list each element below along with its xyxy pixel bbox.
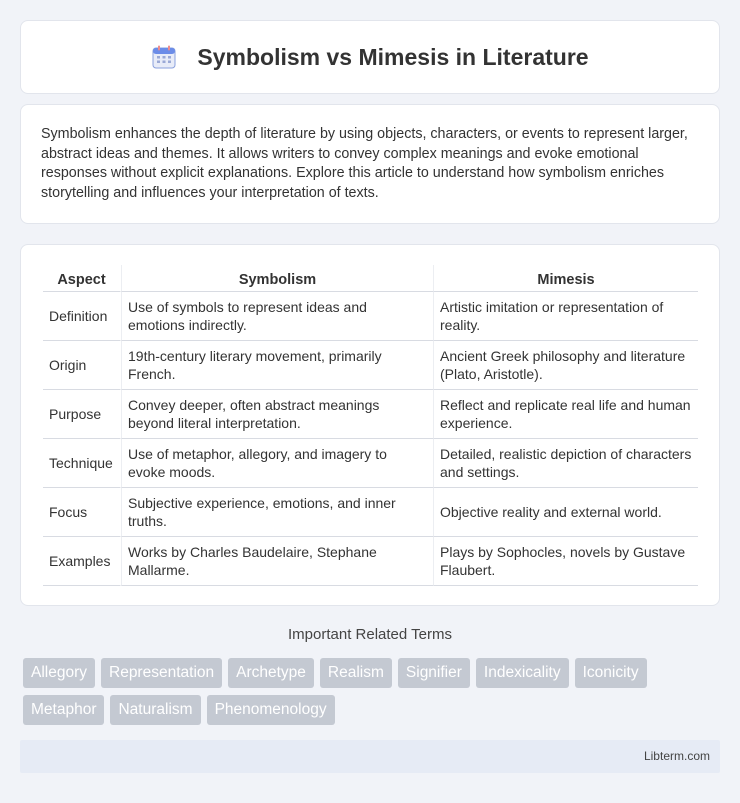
tag-naturalism[interactable]: Naturalism	[110, 695, 200, 725]
table-row	[43, 439, 698, 488]
related-terms-title: Important Related Terms	[288, 626, 452, 643]
tag-iconicity[interactable]: Iconicity	[575, 658, 647, 688]
cell-aspect: Definition	[43, 292, 121, 341]
table-row	[43, 292, 698, 341]
table-row	[43, 537, 698, 586]
header-card	[20, 20, 720, 94]
tag-realism[interactable]: Realism	[320, 658, 392, 688]
cell-aspect: Origin	[43, 341, 121, 390]
cell-mimesis: Reflect and replicate real life and human experience.	[433, 390, 698, 439]
table-row	[43, 488, 698, 537]
cell-symbolism: 19th-century literary movement, primarily French.	[121, 341, 433, 390]
cell-aspect: Purpose	[43, 390, 121, 439]
cell-aspect: Examples	[43, 537, 121, 586]
intro-text: Symbolism enhances the depth of literature by using objects, characters, or events to represent larger, abstract ideas and themes. It allows writers to convey complex meanings and evoke emotional responses without explicit explanations. Explore this article to understand how symbolism enriches storytelling and influences your interpretation of texts.	[41, 126, 688, 201]
tag-metaphor[interactable]: Metaphor	[23, 695, 104, 725]
intro-card	[20, 104, 720, 224]
cell-mimesis: Detailed, realistic depiction of characters and settings.	[433, 439, 698, 488]
comparison-table	[43, 265, 698, 586]
cell-aspect: Focus	[43, 488, 121, 537]
cell-mimesis: Ancient Greek philosophy and literature (Plato, Aristotle).	[433, 341, 698, 390]
cell-mimesis: Artistic imitation or representation of reality.	[433, 292, 698, 341]
related-terms-tags	[23, 658, 723, 725]
tag-phenomenology[interactable]: Phenomenology	[207, 695, 335, 725]
cell-mimesis: Objective reality and external world.	[433, 488, 698, 537]
calendar-icon	[151, 44, 177, 70]
footer-site-link[interactable]: Libterm.com	[643, 749, 710, 763]
comparison-table-card	[20, 244, 720, 606]
page-title: Symbolism vs Mimesis in Literature	[197, 43, 589, 70]
footer	[20, 740, 720, 773]
table-header-row	[43, 265, 698, 292]
table-row	[43, 341, 698, 390]
column-header-mimesis: Mimesis	[433, 265, 698, 292]
column-header-aspect: Aspect	[43, 265, 121, 292]
cell-symbolism: Subjective experience, emotions, and inner truths.	[121, 488, 433, 537]
tag-representation[interactable]: Representation	[101, 658, 222, 688]
tag-signifier[interactable]: Signifier	[398, 658, 470, 688]
cell-symbolism: Use of metaphor, allegory, and imagery to evoke moods.	[121, 439, 433, 488]
cell-aspect: Technique	[43, 439, 121, 488]
tag-indexicality[interactable]: Indexicality	[476, 658, 569, 688]
cell-symbolism: Works by Charles Baudelaire, Stephane Mallarme.	[121, 537, 433, 586]
cell-mimesis: Plays by Sophocles, novels by Gustave Flaubert.	[433, 537, 698, 586]
tag-archetype[interactable]: Archetype	[228, 658, 314, 688]
table-row	[43, 390, 698, 439]
cell-symbolism: Use of symbols to represent ideas and emotions indirectly.	[121, 292, 433, 341]
column-header-symbolism: Symbolism	[121, 265, 433, 292]
cell-symbolism: Convey deeper, often abstract meanings beyond literal interpretation.	[121, 390, 433, 439]
tag-allegory[interactable]: Allegory	[23, 658, 95, 688]
